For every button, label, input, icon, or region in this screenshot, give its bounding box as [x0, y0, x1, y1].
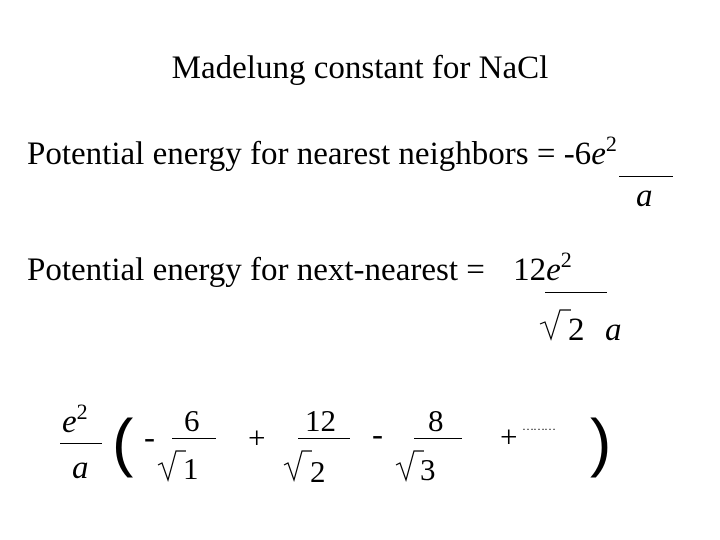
term-2-numerator: 12 [305, 403, 336, 438]
nearest-fraction-bar [619, 176, 673, 177]
open-parenthesis: ( [112, 406, 134, 478]
next-nearest-numerator-variable: e [546, 252, 561, 288]
next-nearest-numerator-exponent: 2 [560, 247, 572, 272]
close-parenthesis: ) [590, 406, 612, 478]
next-nearest-denominator-variable: a [605, 312, 622, 348]
tail-sign: + [500, 419, 518, 454]
slide-title: Madelung constant for NaCl [171, 50, 549, 86]
prefactor-numerator-exponent: 2 [76, 399, 88, 424]
prefactor-fraction-bar [60, 443, 102, 444]
term-3-sign: - [372, 417, 383, 453]
next-nearest-line [27, 247, 572, 288]
next-nearest-numerator-coefficient: 12 [513, 252, 547, 288]
term-2-radicand: 2 [310, 454, 326, 489]
next-nearest-radicand: 2 [568, 312, 585, 348]
term-1-radicand: 1 [183, 451, 199, 486]
next-nearest-label: Potential energy for next-nearest = [27, 252, 494, 288]
prefactor-numerator [62, 399, 88, 440]
nearest-numerator-coefficient: -6 [563, 136, 592, 172]
nearest-denominator: a [636, 178, 653, 214]
prefactor-numerator-variable: e [62, 404, 77, 440]
term-2-radical-icon [282, 446, 312, 482]
next-nearest-radical-icon [538, 305, 572, 341]
term-2-sign: + [248, 420, 266, 455]
nearest-neighbors-line [27, 131, 617, 172]
prefactor-denominator: a [72, 450, 89, 486]
ellipsis: ……… [522, 419, 555, 433]
term-1-sign: - [144, 420, 155, 456]
nearest-label: Potential energy for nearest neighbors = [27, 136, 564, 172]
term-3-numerator: 8 [428, 403, 444, 438]
term-1-radical-icon [156, 446, 186, 482]
term-3-fraction-bar [414, 438, 462, 439]
nearest-numerator-exponent: 2 [605, 131, 617, 156]
term-1-numerator: 6 [184, 403, 200, 438]
nearest-numerator-variable: e [591, 136, 606, 172]
term-1-fraction-bar [172, 438, 216, 439]
next-nearest-fraction-bar [545, 292, 607, 293]
term-3-radicand: 3 [420, 452, 436, 487]
term-2-fraction-bar [298, 438, 350, 439]
